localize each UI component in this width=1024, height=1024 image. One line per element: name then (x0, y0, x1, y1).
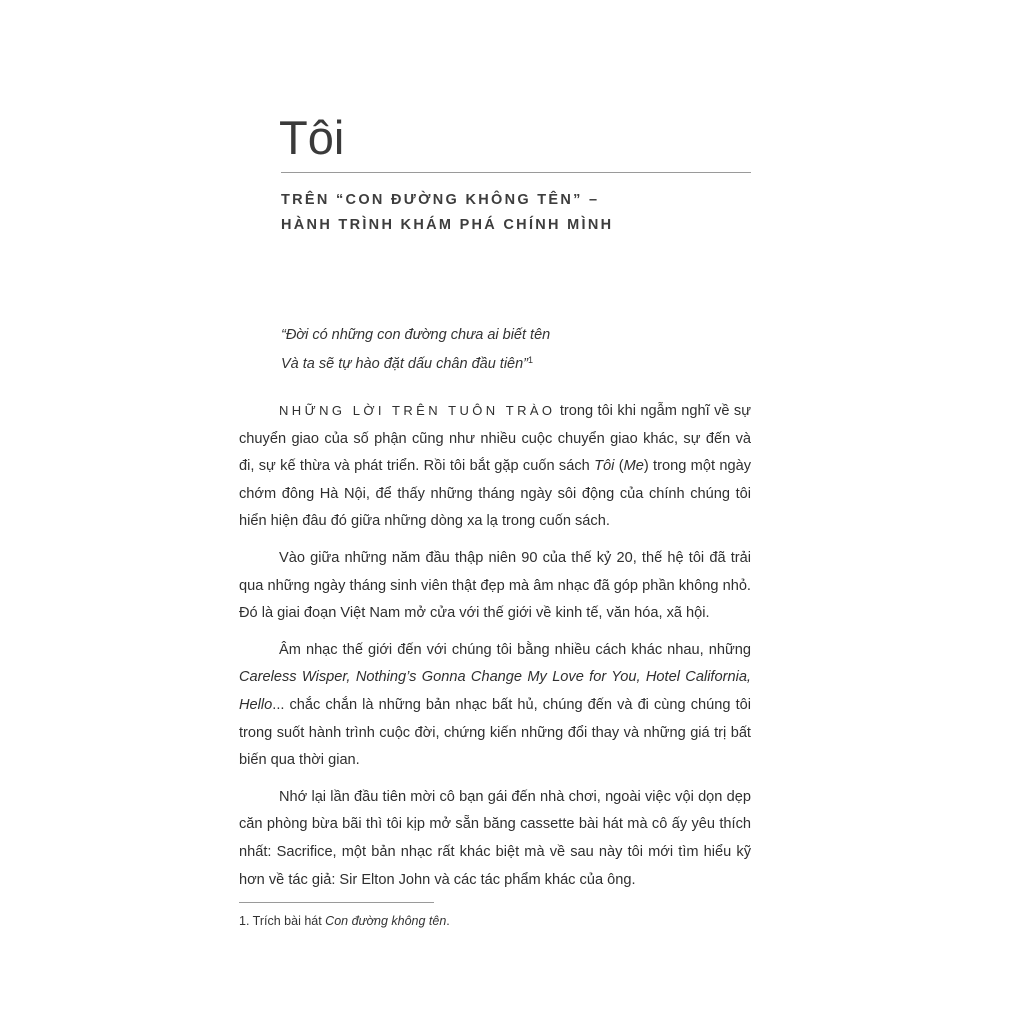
footnote-song-title: Con đường không tên (325, 914, 447, 928)
epigraph (281, 323, 550, 377)
book-title-original: Me (623, 458, 644, 475)
paragraph-1: NHỮNG LỜI TRÊN TUÔN TRÀO trong tôi khi ngẫm nghĩ về sự chuyển giao của số phận cũng như nhiều cuộc chuyển giao khác, sự đến và đi, sự kế thừa và phát triển. Rồi tôi bắt gặp cuốn sách Tôi (Me) trong một ngày chớm đông Hà Nội, để thấy những tháng ngày sôi động của chính chúng tôi hiển hiện đâu đó giữa những dòng xa lạ trong cuốn sách. (239, 403, 751, 530)
subtitle-line-2: HÀNH TRÌNH KHÁM PHÁ CHÍNH MÌNH (281, 217, 614, 233)
paragraph-4: Nhớ lại lần đầu tiên mời cô bạn gái đến nhà chơi, ngoài việc vội dọn dẹp căn phòng bừa bãi thì tôi kịp mở sẵn băng cassette bài hát mà cô ấy yêu thích nhất: Sacrifice, một bản nhạc rất khác biệt mà về sau này tôi mới tìm hiểu kỹ hơn về tác giả: Sir Elton John và các tác phẩm khác của ông. (239, 788, 751, 888)
lead-in: NHỮNG LỜI TRÊN TUÔN TRÀO (279, 403, 556, 418)
paragraph-2: Vào giữa những năm đầu thập niên 90 của thế kỷ 20, thế hệ tôi đã trải qua những ngày tháng sinh viên thật đẹp mà âm nhạc đã góp phần không nhỏ. Đó là giai đoạn Việt Nam mở cửa với thế giới về kinh tế, văn hóa, xã hội. (239, 549, 751, 622)
title-divider (281, 172, 751, 173)
footnote-ref: 1 (528, 355, 534, 365)
body-text (239, 397, 751, 903)
footnote-number: 1. (239, 914, 250, 928)
song-titles: Careless Wisper, Nothing’s Gonna Change My Love for You, Hotel California, Hello (239, 669, 751, 713)
chapter-title: Tôi (279, 111, 345, 164)
paragraph-3: Âm nhạc thế giới đến với chúng tôi bằng nhiều cách khác nhau, những Careless Wisper, Nothing’s Gonna Change My Love for You, Hotel California, Hello... chắc chắn là những bản nhạc bất hủ, chúng đến và đi cùng chúng tôi trong suốt hành trình cuộc đời, chứng kiến những đổi thay và những giá trị bất biến qua thời gian. (239, 641, 751, 769)
chapter-subtitle (281, 188, 613, 238)
subtitle-line-1: TRÊN “CON ĐƯỜNG KHÔNG TÊN” – (281, 192, 600, 208)
book-title: Tôi (594, 458, 615, 475)
epigraph-line-1: “Đời có những con đường chưa ai biết tên (281, 327, 551, 343)
footnote: 1. Trích bài hát Con đường không tên. (239, 914, 450, 928)
footnote-divider (239, 902, 434, 903)
epigraph-line-2: Và ta sẽ tự hào đặt dấu chân đầu tiên”$^1$ (281, 355, 534, 372)
